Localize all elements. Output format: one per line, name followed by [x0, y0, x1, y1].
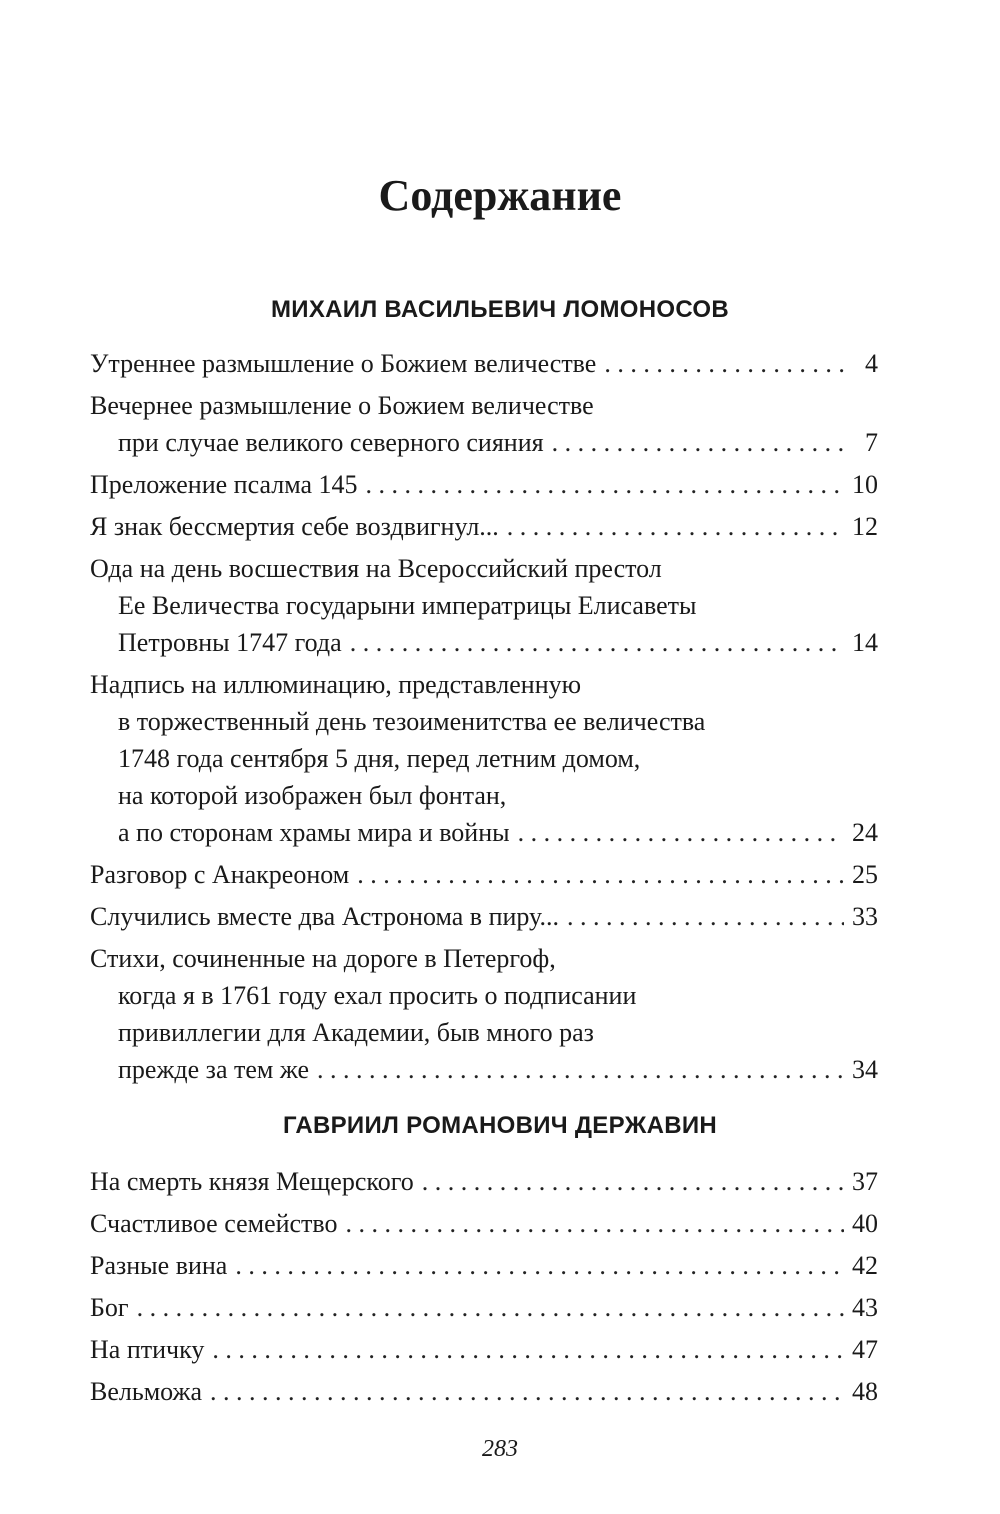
toc-page-number: 48	[852, 1377, 878, 1406]
dot-leader	[552, 424, 848, 461]
dot-leader	[507, 508, 844, 545]
toc-entry[interactable]	[90, 1205, 878, 1243]
toc-entry[interactable]	[90, 1373, 878, 1411]
dot-leader	[422, 1163, 844, 1201]
toc-entry-title: Разные вина	[90, 1251, 228, 1280]
toc-entry-title-cont: Петровны 1747 года	[118, 628, 342, 657]
dot-leader	[210, 1373, 844, 1411]
toc-page-number: 14	[852, 628, 878, 657]
toc-entry-title: Вечернее размышление о Божием величестве	[90, 391, 594, 420]
toc-entry-title: Бог	[90, 1293, 129, 1322]
toc-page-number: 37	[852, 1167, 878, 1196]
dot-leader	[366, 466, 844, 503]
toc-entry-title: Вельможа	[90, 1377, 203, 1406]
toc-entry[interactable]	[90, 508, 878, 545]
toc-list-lomonosov	[90, 345, 878, 1093]
toc-page-number: 25	[852, 860, 878, 889]
toc-entry-title-cont: привиллегии для Академии, быв много раз	[118, 1018, 594, 1047]
toc-page-number: 4	[865, 349, 878, 378]
toc-entry-title-cont: 1748 года сентября 5 дня, перед летним домом,	[118, 744, 641, 773]
section-heading-derzhavin: ГАВРИИЛ РОМАНОВИЧ ДЕРЖАВИН	[282, 1112, 718, 1139]
toc-list-derzhavin	[90, 1163, 878, 1415]
toc-entry[interactable]	[90, 898, 878, 935]
toc-entry[interactable]	[90, 345, 878, 382]
toc-page-number: 47	[852, 1335, 878, 1364]
toc-entry[interactable]	[90, 550, 878, 661]
toc-entry[interactable]	[90, 1247, 878, 1285]
toc-entry[interactable]	[90, 466, 878, 503]
toc-page-number: 10	[852, 470, 878, 499]
dot-leader	[604, 345, 848, 382]
toc-page-number: 7	[865, 428, 878, 457]
toc-entry-title-cont: когда я в 1761 году ехал просить о подписании	[118, 981, 637, 1010]
toc-page-number: 43	[852, 1293, 878, 1322]
toc-entry-title: Счастливое семейство	[90, 1209, 338, 1238]
toc-entry[interactable]	[90, 1163, 878, 1201]
section-heading-lomonosov: МИХАИЛ ВАСИЛЬЕВИЧ ЛОМОНОСОВ	[270, 296, 729, 323]
toc-entry-title: Стихи, сочиненные на дороге в Петергоф,	[90, 944, 556, 973]
dot-leader	[567, 898, 844, 935]
toc-entry-title-cont: Ее Величества государыни императрицы Елисаветы	[118, 591, 697, 620]
toc-entry-title-cont: при случае великого северного сияния	[118, 428, 544, 457]
dot-leader	[317, 1051, 844, 1088]
page-title: Содержание	[378, 171, 622, 220]
toc-entry-title: На птичку	[90, 1335, 205, 1364]
toc-entry-title: Надпись на иллюминацию, представленную	[90, 670, 582, 699]
dot-leader	[212, 1331, 844, 1369]
toc-entry-title: На смерть князя Мещерского	[90, 1167, 414, 1196]
toc-entry[interactable]	[90, 856, 878, 893]
toc-entry-title-cont: в торжественный день тезоименитства ее величества	[118, 707, 706, 736]
toc-entry-title: Преложение псалма 145	[90, 470, 358, 499]
dot-leader	[137, 1289, 844, 1327]
toc-entry[interactable]	[90, 940, 878, 1088]
toc-entry[interactable]	[90, 1289, 878, 1327]
toc-entry[interactable]	[90, 666, 878, 851]
toc-page-number: 34	[852, 1055, 878, 1084]
dot-leader	[346, 1205, 844, 1243]
toc-page-number: 40	[852, 1209, 878, 1238]
toc-page-number: 24	[852, 818, 878, 847]
toc-entry-title-cont: прежде за тем же	[118, 1055, 310, 1084]
dot-leader	[235, 1247, 844, 1285]
toc-page-number: 12	[852, 512, 878, 541]
toc-entry-title: Утреннее размышление о Божием величестве	[90, 349, 597, 378]
toc-entry-title: Ода на день восшествия на Всероссийский престол	[90, 554, 662, 583]
toc-entry-title: Я знак бессмертия себе воздвигнул...	[90, 512, 499, 541]
page-number: 283	[482, 1436, 518, 1462]
dot-leader	[518, 814, 844, 851]
toc-entry[interactable]	[90, 1331, 878, 1369]
toc-entry[interactable]	[90, 387, 878, 461]
dot-leader	[350, 624, 844, 661]
toc-page-number: 42	[852, 1251, 878, 1280]
toc-entry-title: Разговор с Анакреоном	[90, 860, 350, 889]
toc-entry-title-cont: на которой изображен был фонтан,	[118, 781, 507, 810]
dot-leader	[357, 856, 844, 893]
toc-entry-title: Случились вместе два Астронома в пиру...	[90, 902, 559, 931]
toc-page-number: 33	[852, 902, 878, 931]
toc-entry-title-cont: а по сторонам храмы мира и войны	[118, 818, 510, 847]
